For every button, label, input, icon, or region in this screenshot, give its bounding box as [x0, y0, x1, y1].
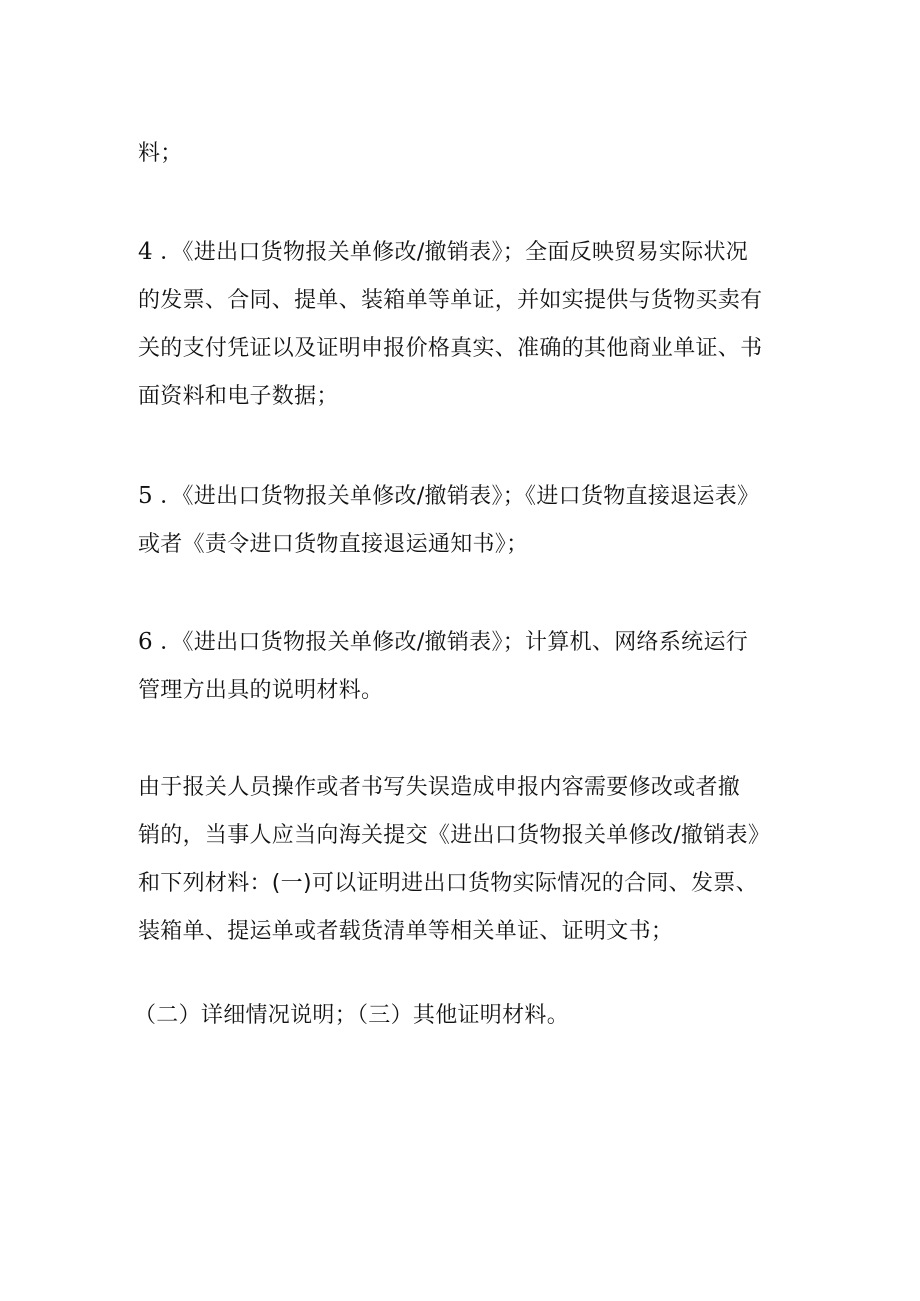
paragraph-item-4: [138, 228, 802, 421]
paragraph-item-6: [138, 618, 802, 715]
text-line: [138, 618, 802, 667]
text-line: 的发票、合同、提单、装箱单等单证，并如实提供与货物买卖有: [138, 288, 763, 313]
text-line: [138, 228, 802, 277]
text-line: 管理方出具的说明材料。: [138, 678, 384, 703]
text-line: 面资料和电子数据；: [138, 384, 339, 409]
text-line: 料；: [138, 141, 183, 166]
paragraph-body: [138, 764, 802, 956]
item-number: 6: [138, 629, 153, 655]
item-text: ．《进出口货物报关单修改/撤销表》；全面反映贸易实际状况: [152, 240, 749, 265]
text-line: 销的，当事人应当向海关提交《进出口货物报关单修改/撤销表》: [138, 823, 771, 848]
text-line: （二）详细情况说明；（三）其他证明材料。: [134, 1003, 570, 1028]
paragraph-final: [134, 992, 798, 1040]
text-line: [138, 472, 802, 521]
text-line: 或者《责令进口货物直接退运通知书》；: [138, 532, 529, 557]
item-number: 4: [138, 239, 153, 265]
text-line: 关的支付凭证以及证明申报价格真实、准确的其他商业单证、书: [138, 336, 763, 361]
text-line: 和下列材料：(一)可以证明进出口货物实际情况的合同、发票、: [138, 871, 758, 896]
text-line: 由于报关人员操作或者书写失误造成申报内容需要修改或者撤: [138, 775, 741, 800]
item-text: ．《进出口货物报关单修改/撤销表》；计算机、网络系统运行: [152, 630, 749, 655]
paragraph-continuation: [138, 130, 802, 178]
paragraph-item-5: [138, 472, 802, 569]
item-number: 5: [138, 483, 153, 509]
text-line: 装箱单、提运单或者载货清单等相关单证、证明文书；: [138, 919, 674, 944]
item-text: ．《进出口货物报关单修改/撤销表》；《进口货物直接退运表》: [152, 484, 760, 509]
